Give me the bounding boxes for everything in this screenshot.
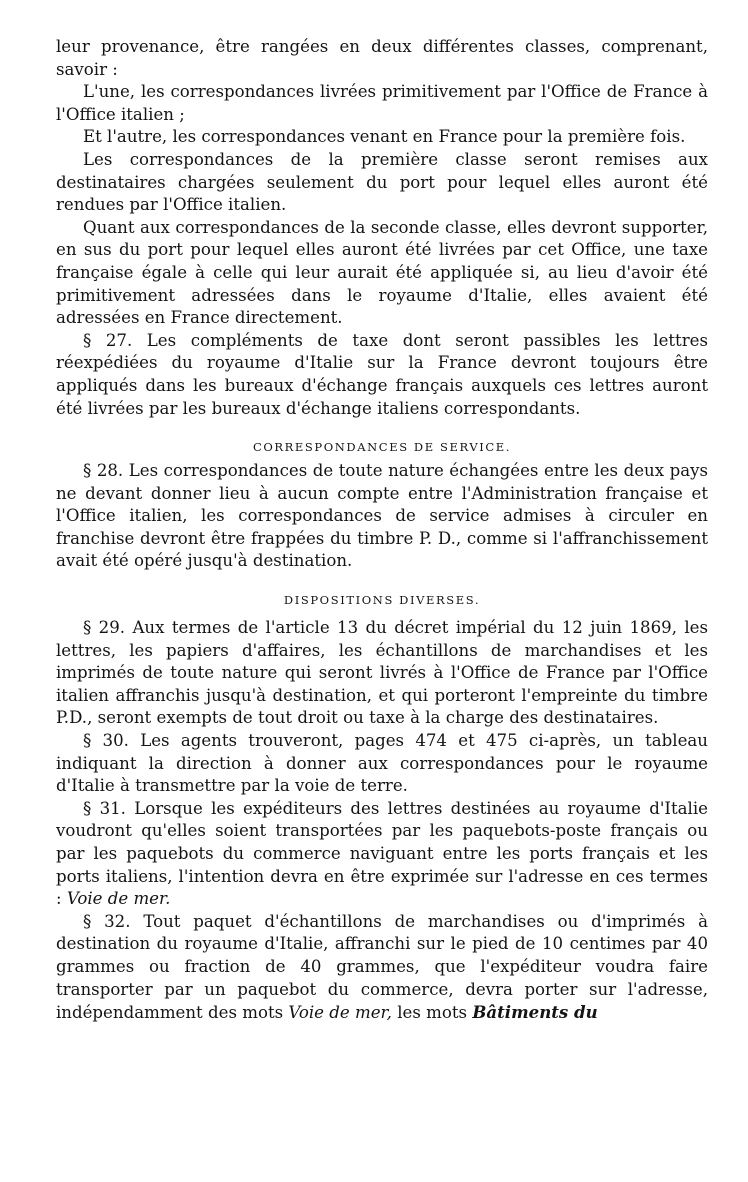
section-heading: CORRESPONDANCES DE SERVICE. (252, 440, 512, 455)
paragraph-text: § 32. Tout paquet d'échantillons de marchandises ou d'imprimés à destination du royaume d'Italie, affranchi sur le pied de 10 centimes par 40 grammes ou fraction de 40 grammes, que l'expéditeur voudra faire transporter par un paquebot du commerce, devra porter sur l'adresse, indépendamment des mots (56, 911, 708, 1023)
emphasis-text: Voie de mer, (288, 1003, 392, 1023)
paragraph-section-29: § 29. Aux termes de l'article 13 du décret impérial du 12 juin 1869, les lettres, les papiers d'affaires, les échantillons de marchandises et les imprimés de toute nature qui seront livrés à l'Office de France par l'Office italien affranchis jusqu'à destination, et qui porteront l'empreinte du timbre P.D., seront exempts de tout droit ou taxe à la charge des destinataires. (56, 618, 708, 728)
document-page (56, 36, 708, 1025)
paragraph-text: les mots (391, 1003, 473, 1023)
paragraph-text: § 31. Lorsque les expéditeurs des lettres destinées au royaume d'Italie voudront qu'elles soient transportées par les paquebots-poste français ou par les paquebots du commerce naviguant entre les ports français et les ports italiens, l'intention devra en être exprimée sur l'adresse en ces termes : (56, 798, 708, 909)
emphasis-text: Voie de mer. (66, 889, 171, 909)
paragraph: L'une, les correspondances livrées primitivement par l'Office de France à l'Office italien ; (56, 82, 708, 124)
paragraph: Les correspondances de la première classe seront remises aux destinataires chargées seulement du port pour lequel elles auront été rendues par l'Office italien. (56, 149, 708, 215)
emphasis-text: Bâtiments du (472, 1002, 598, 1023)
section-heading: DISPOSITIONS DIVERSES. (283, 593, 481, 608)
paragraph-section-28: § 28. Les correspondances de toute nature échangées entre les deux pays ne devant donner lieu à aucun compte entre l'Administration française et l'Office italien, les correspondances de service admises à circuler en franchise devront être frappées du timbre P. D., comme si l'affranchissement avait été opéré jusqu'à destination. (56, 461, 708, 571)
paragraph-section-27: § 27. Les compléments de taxe dont seront passibles les lettres réexpédiées du royaume d'Italie sur la France devront toujours être appliqués dans les bureaux d'échange français auxquels ces lettres auront été livrées par les bureaux d'échange italiens correspondants. (56, 330, 708, 418)
paragraph-section-31 (56, 798, 708, 911)
paragraph: Quant aux correspondances de la seconde classe, elles devront supporter, en sus du port pour lequel elles auront été livrées par cet Office, une taxe française égale à celle qui leur aurait été appliquée si, au lieu d'avoir été primitivement adressées dans le royaume d'Italie, elles avaient été adressées en France directement. (56, 217, 708, 328)
paragraph: Et l'autre, les correspondances venant en France pour la première fois. (83, 127, 686, 147)
paragraph-section-30: § 30. Les agents trouveront, pages 474 et 475 ci-après, un tableau indiquant la direction à donner aux correspondances pour le royaume d'Italie à transmettre par la voie de terre. (56, 731, 708, 796)
paragraph-section-32 (56, 911, 708, 1025)
paragraph: leur provenance, être rangées en deux différentes classes, comprenant, savoir : (56, 37, 708, 79)
